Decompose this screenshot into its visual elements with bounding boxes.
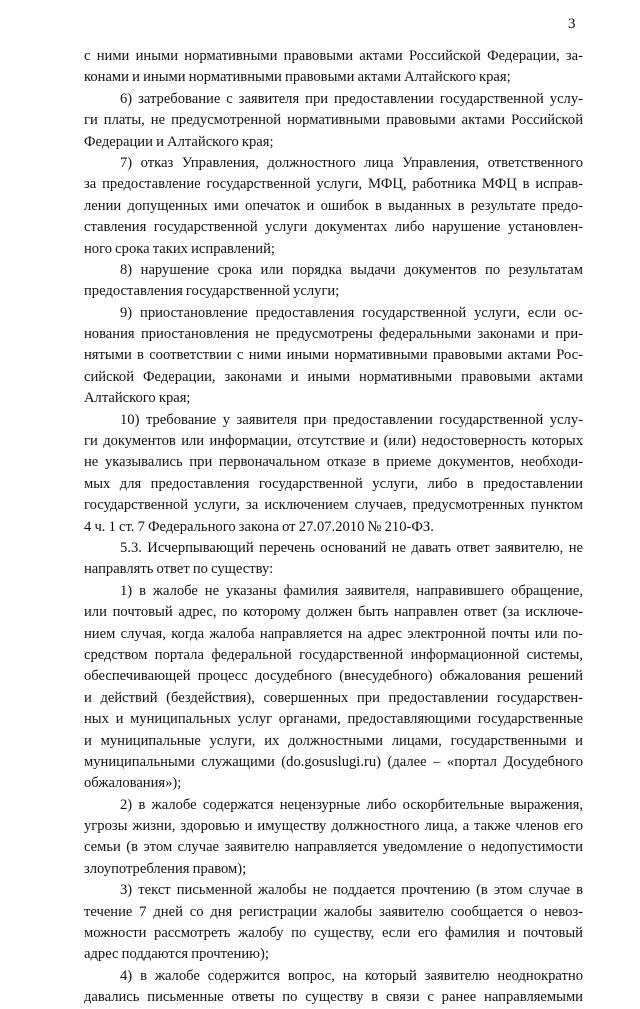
text-line: предоставления государственной услуги;: [84, 283, 340, 300]
text-line: течение 7 дней со дня регистрации жалобы заявителю сообщается о невоз-: [84, 903, 583, 920]
text-line: Федерации и Алтайского края;: [84, 133, 274, 150]
text-line: 10) требование у заявителя при предоставлении государственной услу-: [120, 411, 583, 428]
text-line: 6) затребование с заявителя при предоставлении государственной услу-: [120, 90, 583, 107]
text-line: ных и муниципальных услуг органами, предоставляющими государственные: [84, 711, 583, 728]
text-line: мых для предоставления государственной услуги, либо в предоставлении: [84, 475, 583, 492]
text-line: 3) текст письменной жалобы не поддается прочтению (в этом случае в: [120, 882, 583, 899]
text-line: 4 ч. 1 ст. 7 Федерального закона от 27.07.2010 № 210-ФЗ.: [84, 518, 434, 535]
text-line: нием случая, когда жалоба направляется на адрес электронной почты или по-: [84, 625, 583, 642]
text-line: сийской Федерации, законами и иными нормативными правовыми актами: [84, 368, 583, 385]
text-line: злоупотребления правом);: [84, 860, 247, 877]
text-line: муниципальными служащими (do.gosuslugi.ru) (далее – «портал Досудебного: [84, 753, 583, 770]
text-line: угрозы жизни, здоровью и имуществу должностного лица, а также членов его: [84, 818, 583, 835]
text-line: 9) приостановление предоставления государственной услуги, если ос-: [120, 304, 583, 321]
text-line: адрес поддаются прочтению);: [84, 946, 269, 963]
text-line: государственной услуги, за исключением случаев, предусмотренных пунктом: [84, 497, 583, 514]
text-line: ставления государственной услуги документах либо нарушение установлен-: [84, 219, 583, 236]
text-line: 2) в жалобе содержатся нецензурные либо оскорбительные выражения,: [120, 796, 583, 813]
text-line: за предоставление государственной услуги, МФЦ, работника МФЦ в исправ-: [84, 176, 583, 193]
text-line: обеспечивающей процесс досудебного (внесудебного) обжалования решений: [84, 668, 583, 685]
text-line: и действий (бездействия), совершенных при предоставлении государствен-: [84, 689, 583, 706]
text-line: не указывались при первоначальном отказе в приеме документов, необходи-: [84, 454, 583, 471]
text-line: 4) в жалобе содержится вопрос, на который заявителю неоднократно: [120, 967, 583, 984]
text-line: или почтовый адрес, по которому должен быть направлен ответ (за исключе-: [84, 604, 583, 621]
document-body: [84, 46, 583, 1009]
text-line: 7) отказ Управления, должностного лица Управления, ответственного: [120, 154, 583, 171]
text-line: ги платы, не предусмотренной нормативными правовыми актами Российской: [84, 112, 583, 129]
text-line: 8) нарушение срока или порядка выдачи документов по результатам: [120, 261, 583, 278]
text-line: Алтайского края;: [84, 390, 191, 407]
text-line: ги документов или информации, отсутствие и (или) недостоверность которых: [84, 433, 583, 450]
page-number: 3: [568, 16, 576, 32]
text-line: 1) в жалобе не указаны фамилия заявителя, направившего обращение,: [120, 582, 583, 599]
text-line: давались письменные ответы по существу в связи с ранее направляемыми: [84, 989, 583, 1006]
text-line: с ними иными нормативными правовыми актами Российской Федерации, за-: [84, 48, 583, 64]
text-line: ного срока таких исправлений;: [84, 240, 275, 257]
text-line: направлять ответ по существу:: [84, 561, 274, 578]
text-line: 5.3. Исчерпывающий перечень оснований не давать ответ заявителю, не: [120, 539, 583, 556]
text-line: лении допущенных ими опечаток и ошибок в выданных в результате предо-: [84, 197, 583, 214]
text-line: конами и иными нормативными правовыми актами Алтайского края;: [84, 69, 511, 86]
text-line: нования приостановления не предусмотрены федеральными законами и при-: [84, 326, 583, 343]
text-line: обжалования»);: [84, 775, 182, 792]
text-line: средством портала федеральной государственной информационной системы,: [84, 646, 583, 663]
text-line: семьи (в этом случае заявителю направляется уведомление о недопустимости: [84, 839, 583, 856]
text-line: можности рассмотреть жалобу по существу, если его фамилия и почтовый: [84, 925, 583, 942]
text-line: и муниципальные услуги, их должностными лицами, государственными и: [84, 732, 583, 749]
text-line: нятыми в соответствии с ними иными нормативными правовыми актами Рос-: [84, 347, 583, 364]
